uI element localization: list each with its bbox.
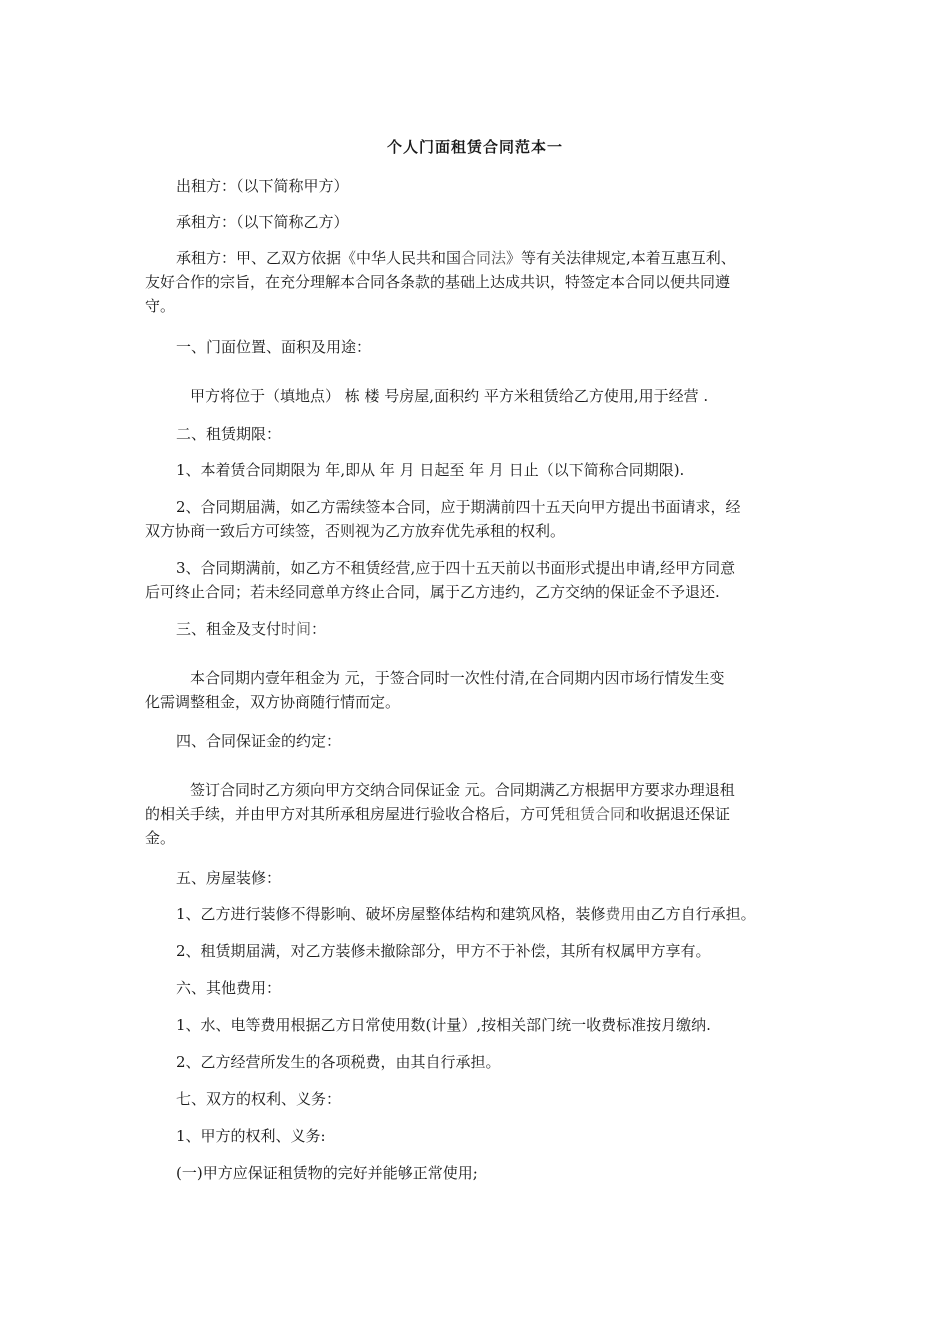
section-4-text: 和收据退还保证 (625, 805, 731, 823)
section-3-body: 本合同期内壹年租金为 元，于签合同时一次性付清,在合同期内因市场行情发生变 (190, 669, 725, 687)
section-1-body: 甲方将位于（填地点） 栋 楼 号房屋,面积约 平方米租赁给乙方使用,用于经营 . (190, 387, 709, 405)
section-4-text: 的相关手续，并由甲方对其所承租房屋进行验收合格后，方可凭 (145, 805, 566, 823)
section-7-heading: 七、双方的权利、义务： (176, 1090, 342, 1108)
section-2-clause-3-cont: 后可终止合同；若未经同意单方终止合同，属于乙方违约，乙方交纳的保证金不予退还. (145, 583, 720, 601)
contract-law-link: 合同法 (461, 249, 507, 267)
document-title: 个人门面租赁合同范本一 (386, 138, 563, 156)
preamble-line-3: 守。 (145, 297, 176, 315)
section-5-clause-1 (176, 903, 756, 925)
preamble-line-2: 友好合作的宗旨，在充分理解本合同各条款的基础上达成共识，特签定本合同以便共同遵 (145, 273, 731, 291)
section-3-body-cont: 化需调整租金，双方协商随行情而定。 (145, 693, 401, 711)
section-7-clause-1-item: (一)甲方应保证租赁物的完好并能够正常使用; (176, 1164, 478, 1182)
section-3-heading-text: 三、租金及支付 (176, 620, 282, 638)
lease-contract-link: 租赁合同 (565, 805, 626, 823)
preamble-text: 》等有关法律规定,本着互惠互利、 (506, 249, 736, 267)
section-3-heading-text: ： (311, 620, 327, 638)
preamble-text: 承租方：甲、乙双方依据《中华人民共和国 (176, 249, 462, 267)
section-5-heading: 五、房屋装修： (176, 869, 282, 887)
section-4-heading: 四、合同保证金的约定： (176, 732, 342, 750)
expense-link: 费用 (605, 905, 636, 923)
section-1-heading: 一、门面位置、面积及用途： (176, 338, 372, 356)
section-4-body-cont (145, 803, 730, 825)
section-4-body-end: 金。 (145, 829, 176, 847)
section-6-clause-1: 1、水、电等费用根据乙方日常使用数(计量）,按相关部门统一收费标准按月缴纳. (176, 1016, 711, 1034)
section-3-heading (176, 618, 326, 640)
section-2-heading: 二、租赁期限： (176, 425, 282, 443)
section-2-clause-2-cont: 双方协商一致后方可续签，否则视为乙方放弃优先承租的权利。 (145, 522, 566, 540)
section-2-clause-3: 3、合同期满前，如乙方不租赁经营,应于四十五天前以书面形式提出申请,经甲方同意 (176, 559, 736, 577)
lessor-line: 出租方：（以下简称甲方） (176, 177, 349, 195)
section-7-clause-1: 1、甲方的权利、义务: (176, 1127, 326, 1145)
section-2-clause-2: 2、合同期届满，如乙方需续签本合同，应于期满前四十五天向甲方提出书面请求，经 (176, 498, 741, 516)
time-link: 时间 (281, 620, 312, 638)
section-4-body: 签订合同时乙方须向甲方交纳合同保证金 元。合同期满乙方根据甲方要求办理退租 (190, 781, 735, 799)
lessee-line: 承租方：（以下简称乙方） (176, 213, 349, 231)
section-6-heading: 六、其他费用： (176, 979, 282, 997)
section-5-text: 由乙方自行承担。 (635, 905, 756, 923)
section-5-clause-2: 2、租赁期届满，对乙方装修未撤除部分，甲方不于补偿，其所有权属甲方享有。 (176, 942, 711, 960)
section-2-clause-1: 1、本着赁合同期限为 年,即从 年 月 日起至 年 月 日止（以下简称合同期限). (176, 461, 685, 479)
preamble-line-1 (176, 247, 736, 269)
section-5-text: 1、乙方进行装修不得影响、破坏房屋整体结构和建筑风格，装修 (176, 905, 606, 923)
section-6-clause-2: 2、乙方经营所发生的各项税费，由其自行承担。 (176, 1053, 501, 1071)
